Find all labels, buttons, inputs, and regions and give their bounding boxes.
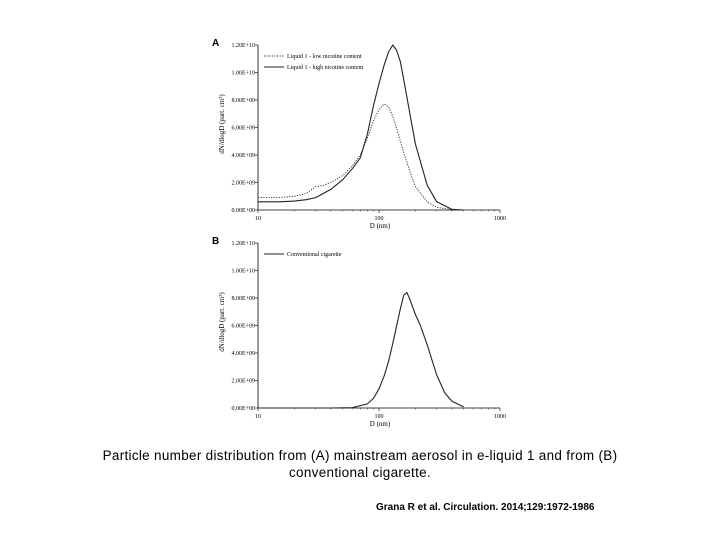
legend-label: Conventional cigarette <box>287 252 342 258</box>
y-tick-label: 1.20E+10 <box>231 241 255 247</box>
panel-label-a: A <box>212 38 220 49</box>
x-tick-label: 1000 <box>494 414 506 420</box>
y-tick-label: 4.00E+09 <box>231 153 255 159</box>
x-axis-label-a: D (nm) <box>369 222 391 230</box>
x-tick-label: 100 <box>374 216 384 222</box>
line-chart-a <box>200 36 520 236</box>
y-tick-label: 0.00E+00 <box>231 406 255 412</box>
y-tick-label: 0.00E+00 <box>231 208 255 214</box>
panel-label-b: B <box>212 236 220 247</box>
x-tick-label: 1000 <box>494 216 506 222</box>
x-axis-label-b: D (nm) <box>369 420 391 428</box>
legend-label: Liquid 1 - high nicotine content <box>287 65 364 71</box>
chart-panel-b: B dN/dlogD (part. cm³) 0.00E+00 2.00E+09 4.00E+09 6.00E+09 8.00E+09 1.00E+10 1.20E+10 10 100 1000 Conventional cigarette D (nm) <box>200 234 520 434</box>
x-tick-label: 10 <box>255 414 261 420</box>
y-tick-label: 2.00E+09 <box>231 378 255 385</box>
legend-label: Liquid 1 - low nicotine content <box>287 54 362 60</box>
y-tick-label: 1.20E+10 <box>231 43 255 49</box>
caption-line-2: conventional cigarette. <box>289 465 431 480</box>
y-tick-label: 8.00E+09 <box>231 296 255 302</box>
y-tick-label: 8.00E+09 <box>231 98 255 104</box>
y-tick-label: 2.00E+09 <box>231 180 255 187</box>
x-tick-label: 100 <box>374 414 384 420</box>
series-line-solid-0 <box>258 293 464 409</box>
line-chart-b <box>200 234 520 434</box>
y-tick-label: 1.00E+10 <box>231 70 255 77</box>
y-tick-label: 4.00E+09 <box>231 351 255 357</box>
x-tick-label: 10 <box>255 216 261 222</box>
caption-line-1: Particle number distribution from (A) mainstream aerosol in e-liquid 1 and from (B) <box>102 448 618 463</box>
y-tick-label: 1.00E+10 <box>231 268 255 275</box>
citation: Grana R et al. Circulation. 2014;129:1972-1986 <box>376 502 595 513</box>
y-tick-label: 6.00E+09 <box>231 125 255 132</box>
chart-panel-a: A dN/dlogD (part. cm³) 0.00E+00 2.00E+09 4.00E+09 6.00E+09 8.00E+09 1.00E+10 1.20E+10 10 100 1000 Liquid 1 - low nicotine content Liquid 1 - high nicotine content D (nm) <box>200 36 520 236</box>
figure-caption <box>60 447 660 481</box>
y-tick-label: 6.00E+09 <box>231 323 255 330</box>
